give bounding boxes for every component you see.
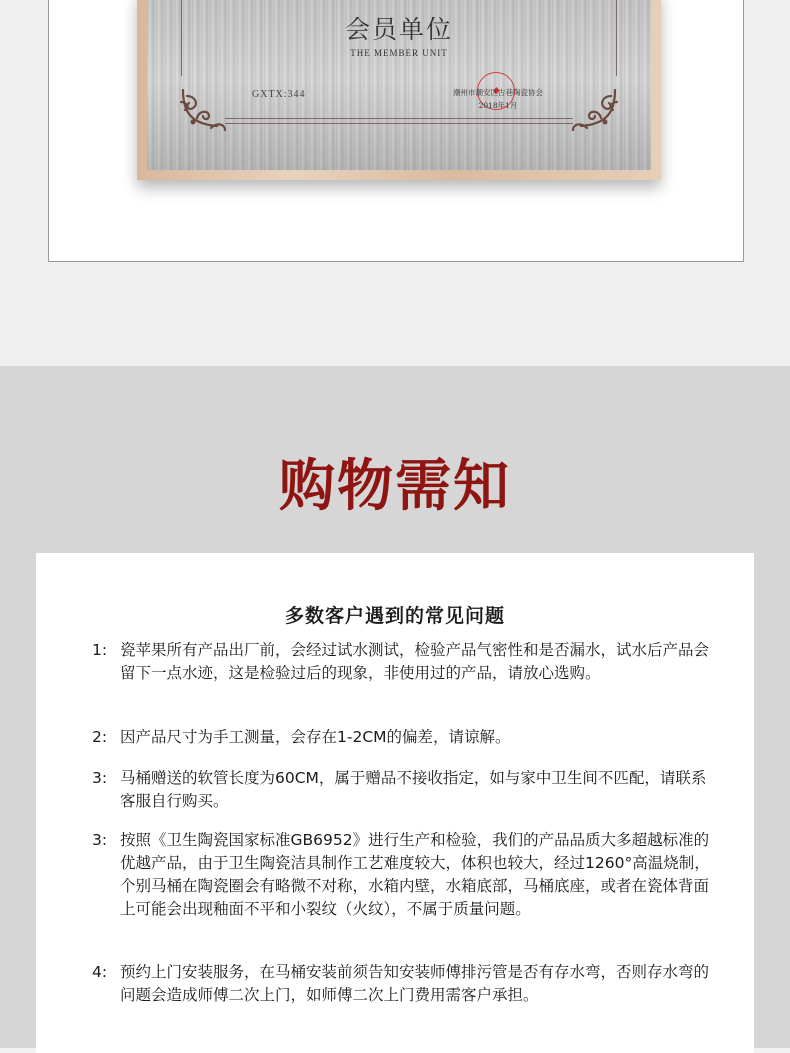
certificate-section <box>0 0 790 366</box>
faq-number: 3: <box>92 831 108 849</box>
plate-divider-line <box>225 123 573 124</box>
corner-ornament-icon <box>177 82 231 136</box>
certificate-issuer-block <box>433 86 563 112</box>
faq-item <box>92 726 712 749</box>
faq-text: 预约上门安装服务，在马桶安装前须告知安装师傅排污管是否有存水弯，否则存水弯的问题会造成师傅二次上门，如师傅二次上门费用需客户承担。 <box>120 963 710 1004</box>
faq-text: 因产品尺寸为手工测量，会存在1-2CM的偏差，请谅解。 <box>120 728 511 746</box>
certificate-subtitle: THE MEMBER UNIT <box>350 48 448 58</box>
faq-item <box>92 767 712 813</box>
certificate-code: GXTX:344 <box>252 89 306 100</box>
faq-item <box>92 639 712 685</box>
faq-number: 3: <box>92 769 108 787</box>
certificate-title: 会员单位 <box>344 15 453 44</box>
faq-number: 2: <box>92 728 108 746</box>
faq-item <box>92 829 712 921</box>
certificate-plate <box>147 0 651 170</box>
certificate-frame <box>137 0 661 180</box>
certificate-issuer: 潮州市潮安区古巷陶瓷协会 <box>453 88 543 97</box>
faq-text: 马桶赠送的软管长度为60CM，属于赠品不接收指定，如与家中卫生间不匹配，请联系客服自行购买。 <box>120 769 707 810</box>
faq-item <box>92 961 712 1007</box>
faq-number: 4: <box>92 963 108 981</box>
certificate-date: 2018年1月 <box>478 101 518 110</box>
faq-text: 瓷苹果所有产品出厂前，会经过试水测试，检验产品气密性和是否漏水，试水后产品会留下一点水迹，这是检验过后的现象，非使用过的产品，请放心选购。 <box>120 641 710 682</box>
shopping-notice-section <box>0 366 790 1048</box>
plate-divider-line <box>225 118 573 119</box>
faq-number: 1: <box>92 641 108 659</box>
faq-text: 按照《卫生陶瓷国家标准GB6952》进行生产和检验，我们的产品品质大多超越标准的优越产品，由于卫生陶瓷洁具制作工艺难度较大，体积也较大，经过1260°高温烧制，个别马桶在陶瓷圈会有略微不对称，水箱内壁，水箱底部，马桶底座，或者在瓷体背面上可能会出现釉面不平和小裂纹（火纹），不属于质量问题。 <box>120 831 710 918</box>
corner-ornament-icon <box>567 82 621 136</box>
faq-title: 多数客户遇到的常见问题 <box>284 605 505 627</box>
faq-card <box>36 553 754 1053</box>
notice-heading: 购物需知 <box>279 454 511 519</box>
